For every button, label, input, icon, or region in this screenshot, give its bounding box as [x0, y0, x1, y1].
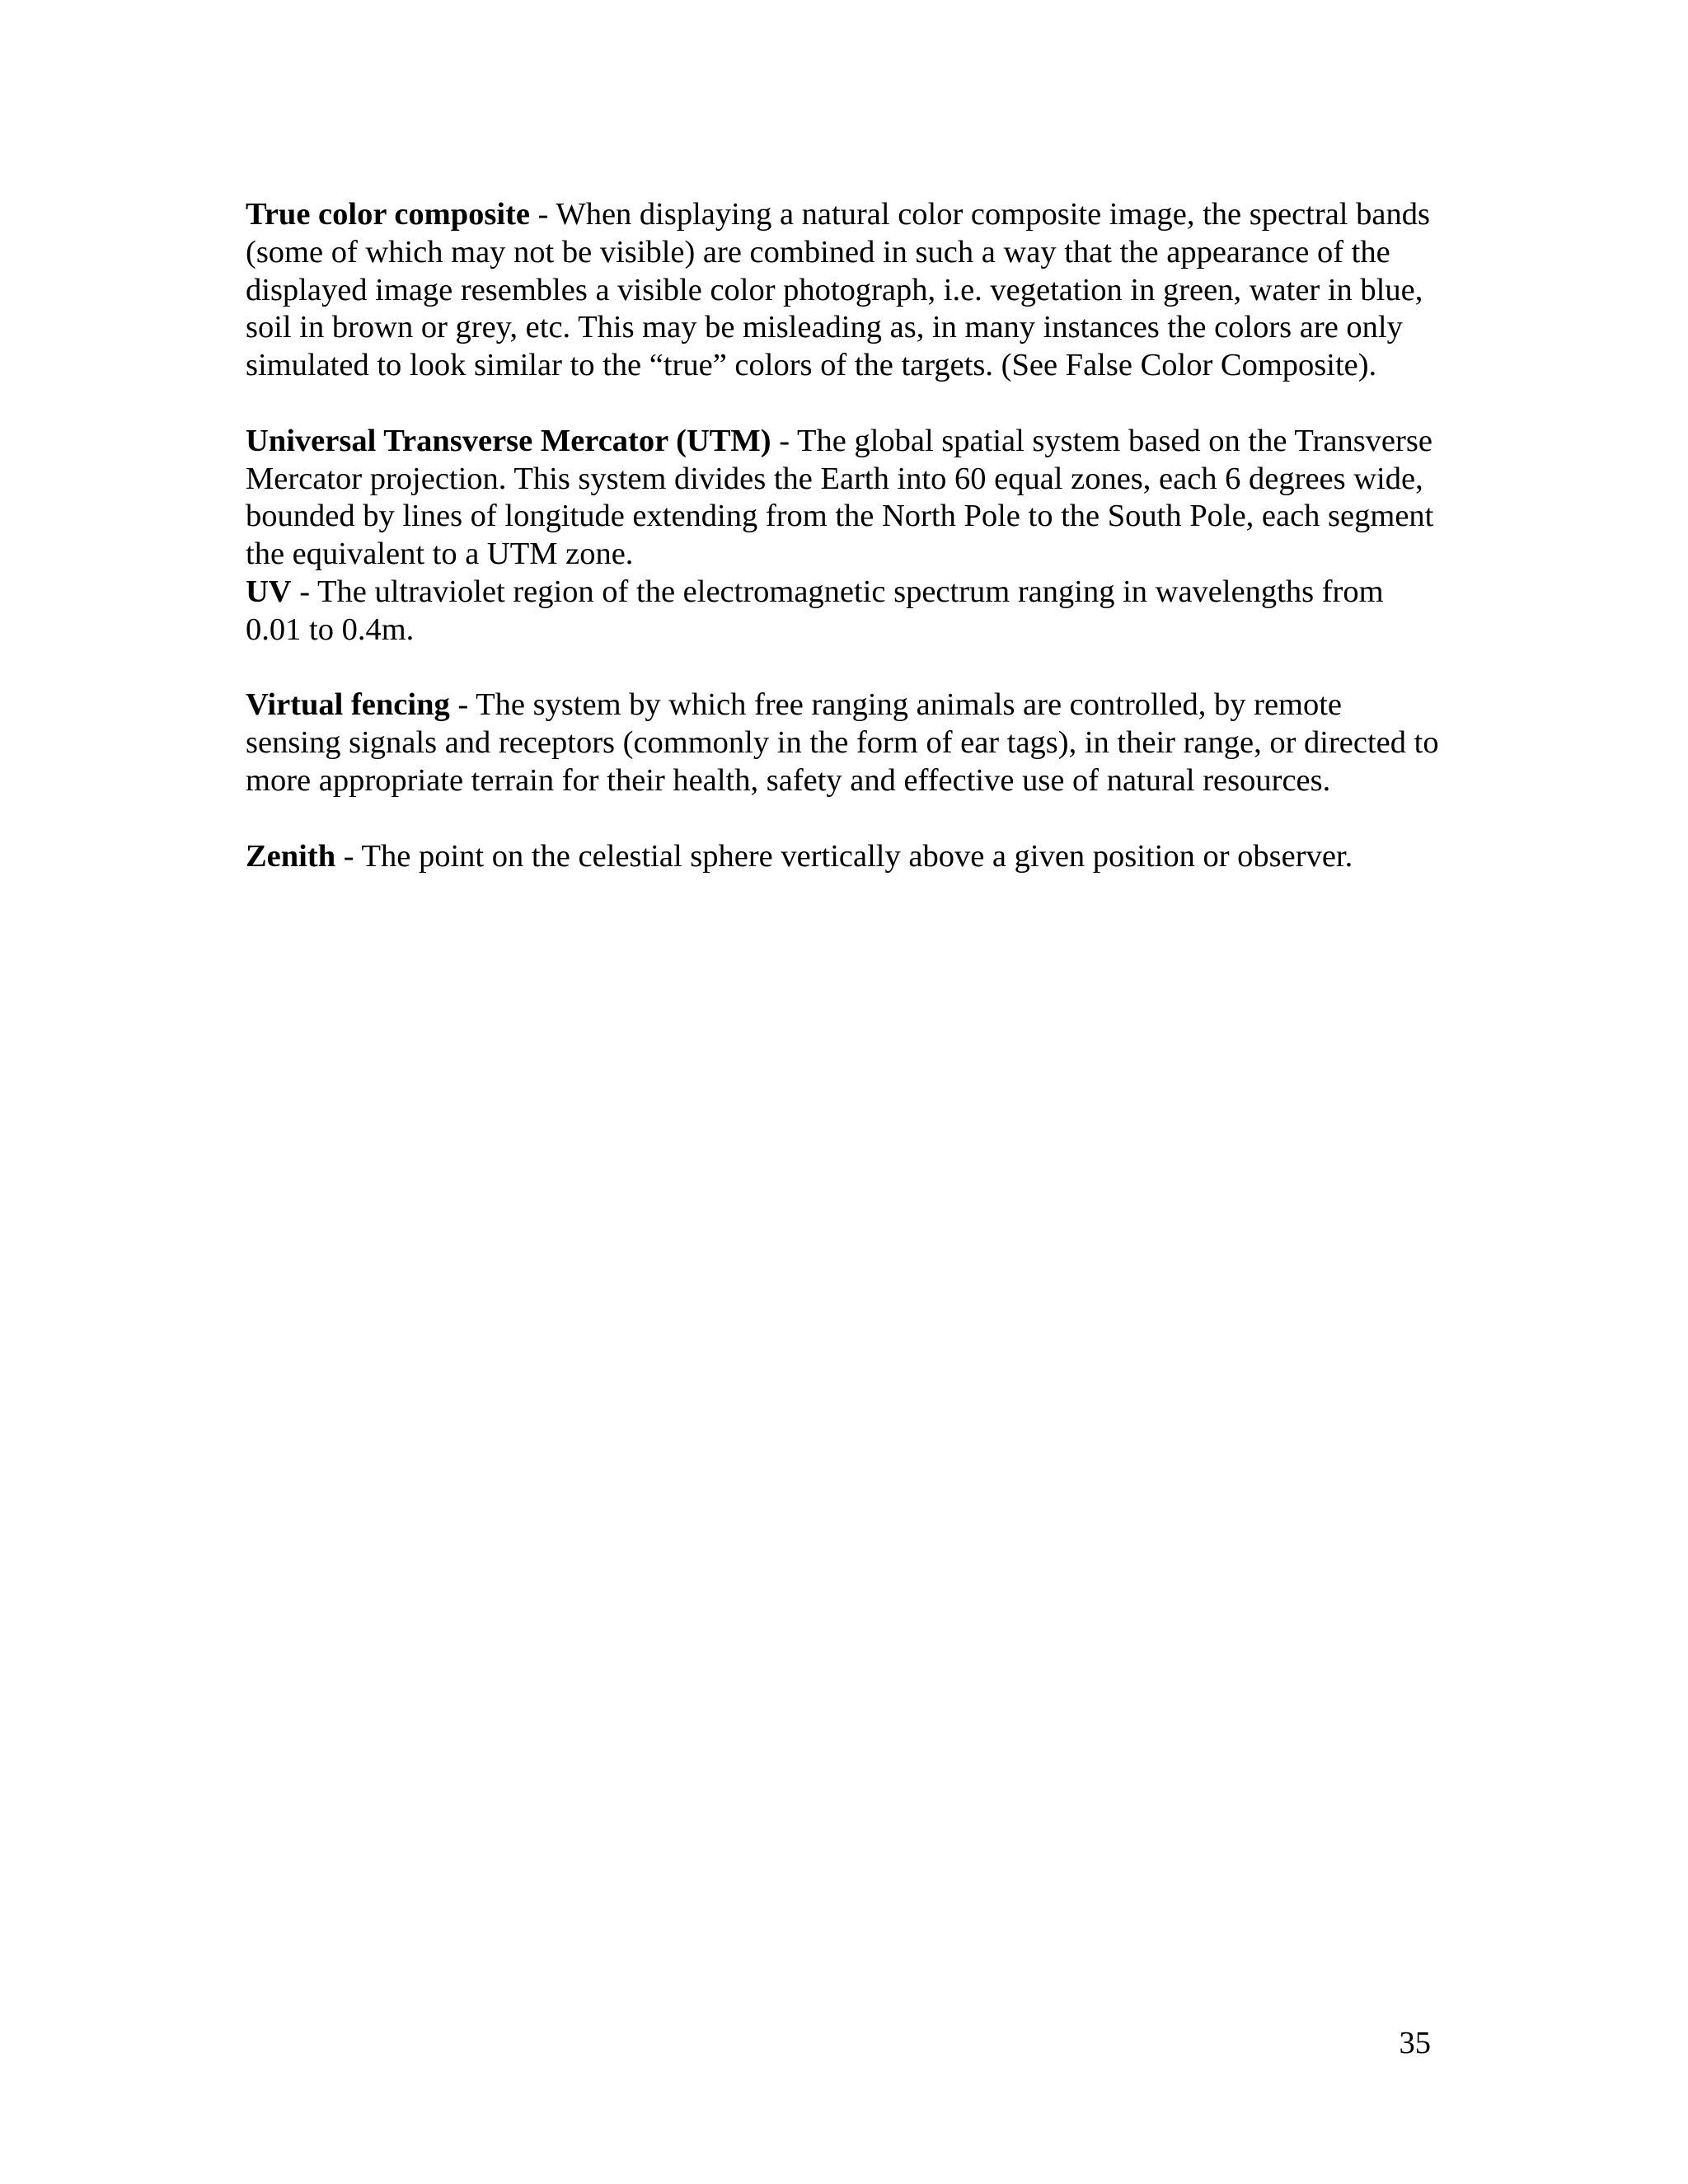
glossary-definition: - The point on the celestial sphere vertically above a given position or observer.	[335, 838, 1353, 874]
glossary-definition: - The global spatial system based on the Transverse Mercator projection. This system divides the Earth into 60 equal zones, each 6 degrees wide, bounded by lines of longitude extending from the North Pole to the South Pole, each segment the equivalent to a UTM zone.	[246, 423, 1434, 572]
glossary-entry-true-color-composite	[246, 196, 1441, 385]
glossary-content	[246, 196, 1441, 875]
glossary-entry-virtual-fencing	[246, 687, 1441, 799]
glossary-entry-utm	[246, 423, 1441, 574]
glossary-term: True color composite	[246, 197, 530, 232]
glossary-entry-uv	[246, 574, 1441, 649]
glossary-term: UV	[246, 574, 292, 609]
glossary-definition: - When displaying a natural color composite image, the spectral bands (some of which may not be visible) are combined in such a way that the appearance of the displayed image resembles a visible color photograph, i.e. vegetation in green, water in blue, soil in brown or grey, etc. This may be misleading as, in many instances the colors are only simulated to look similar to the “true” colors of the targets. (See False Color Composite).	[246, 197, 1430, 383]
page-number: 35	[1399, 2026, 1431, 2060]
glossary-term: Zenith	[246, 838, 336, 874]
glossary-term: Virtual fencing	[246, 687, 450, 723]
glossary-term: Universal Transverse Mercator (UTM)	[246, 423, 771, 458]
glossary-definition: - The system by which free ranging animals are controlled, by remote sensing signals and receptors (commonly in the form of ear tags), in their range, or directed to more appropriate terrain for their health, safety and effective use of natural resources.	[246, 687, 1439, 798]
glossary-definition: - The ultraviolet region of the electromagnetic spectrum ranging in wavelengths from 0.01 to 0.4m.	[246, 574, 1384, 647]
glossary-entry-zenith	[246, 838, 1441, 876]
